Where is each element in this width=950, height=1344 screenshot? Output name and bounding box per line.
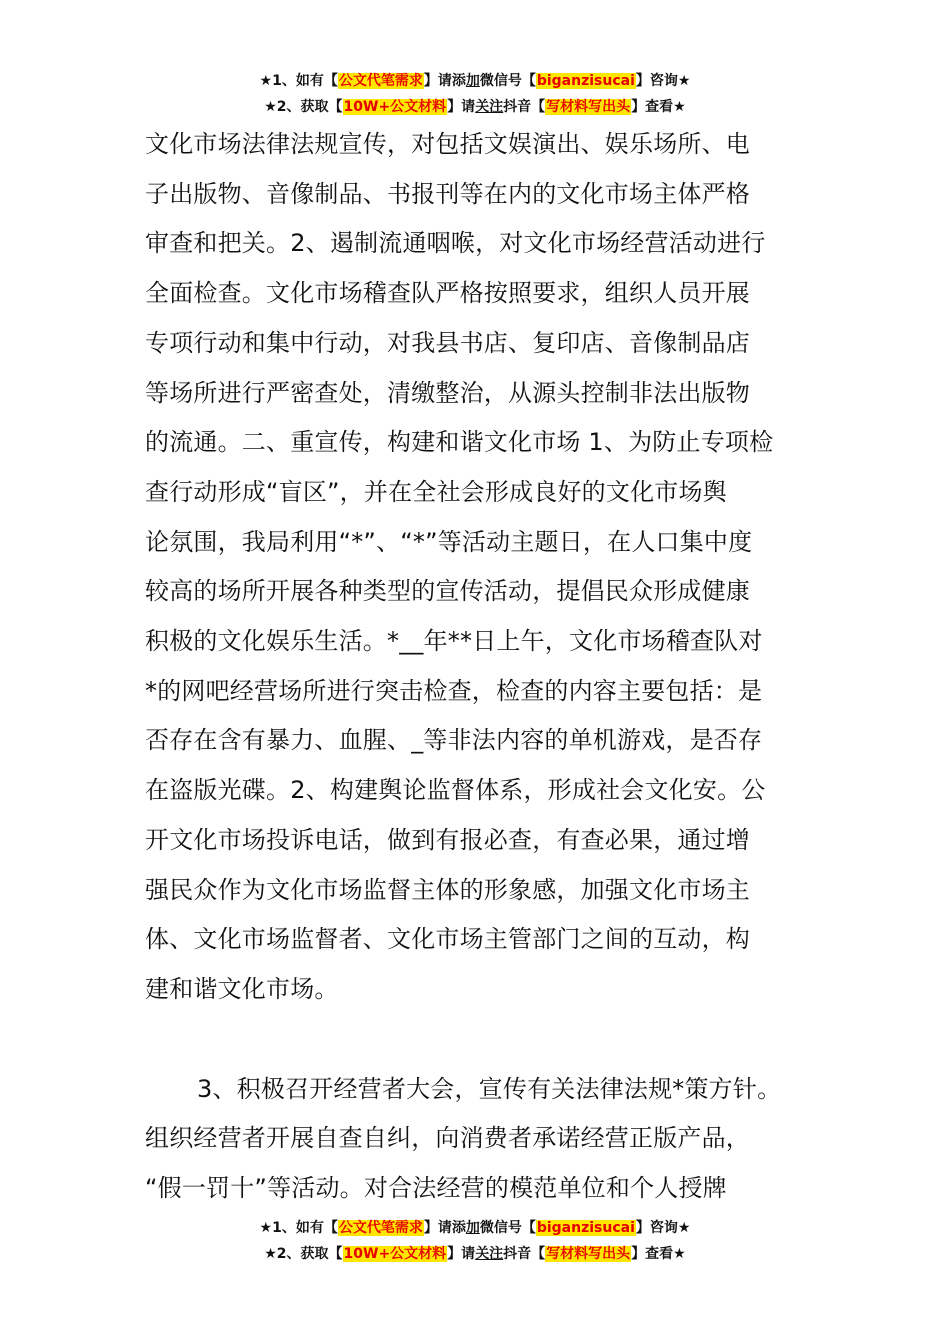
banner-text: 抖音【 <box>503 99 546 115</box>
banner-text: 】咨询★ <box>635 73 691 89</box>
highlight-text: 公文代笔需求 <box>338 1220 423 1236</box>
banner-text: 】咨询★ <box>635 1220 691 1236</box>
highlight-text: 10W+公文材料 <box>343 99 447 115</box>
banner-text: ★2、获取【 <box>264 1246 343 1262</box>
banner-line-1 <box>0 1215 950 1241</box>
banner-text: 微信号【 <box>479 1220 536 1236</box>
highlight-text: biganzisucai <box>536 1220 635 1236</box>
highlight-text: 10W+公文材料 <box>343 1246 447 1262</box>
banner-text: 】请添 <box>423 73 466 89</box>
banner-text: ★1、如有【 <box>259 1220 338 1236</box>
highlight-text: 写材料写出头 <box>546 1246 631 1262</box>
paragraph-1: 文化市场法律法规宣传，对包括文娱演出、娱乐场所、电 子出版物、音像制品、书报刊等在内的文化市场主体严格 审查和把关。2、遏制流通咽喉，对文化市场经营活动进行 全面检查。文化市场稽查队严格按照要求，组织人员开展 专项行动和集中行动，对我县书店、复印店、音像制品店 等场所进行严密查处，清缴整治，从源头控制非法出版物 的流通。二、重宣传，构建和谐文化市场 1、为防止专项检 查行动形成“盲区”，并在全社会形成良好的文化市场舆 论氛围，我局利用“*”、“*”等活动主题日，在人口集中度 较高的场所开展各种类型的宣传活动，提倡民众形成健康 积极的文化娱乐生活。*__年**日上午，文化市场稽查队对 *的网吧经营场所进行突击检查，检查的内容主要包括：是 否存在含有暴力、血腥、_等非法内容的单机游戏，是否存 在盗版光碟。2、构建舆论监督体系，形成社会文化安。公 开文化市场投诉电话，做到有报必查，有查必果，通过增 强民众作为文化市场监督主体的形象感，加强文化市场主 体、文化市场监督者、文化市场主管部门之间的互动，构 建和谐文化市场。 <box>145 130 774 1003</box>
banner-text: 微信号【 <box>479 73 536 89</box>
banner-text: 】查看★ <box>631 99 686 115</box>
banner-text: 】请 <box>447 99 476 115</box>
banner-text: ★2、获取【 <box>264 99 343 115</box>
banner-line-2 <box>0 94 950 120</box>
underlined-text: 关注 <box>475 1246 504 1262</box>
banner-text: 抖音【 <box>503 1246 546 1262</box>
underlined-text: 加 <box>465 73 480 89</box>
banner-text: 】请添 <box>423 1220 466 1236</box>
banner-text: ★1、如有【 <box>259 73 338 89</box>
underlined-text: 关注 <box>475 99 504 115</box>
highlight-text: 公文代笔需求 <box>338 73 423 89</box>
banner-text: 】请 <box>447 1246 476 1262</box>
highlight-text: biganzisucai <box>536 73 635 89</box>
document-body <box>145 120 810 1214</box>
header-banner <box>0 68 950 120</box>
paragraph-2-text: 3、积极召开经营者大会，宣传有关法律法规*策方针。 组织经营者开展自查自纠，向消费者承诺经营正版产品， “假一罚十”等活动。对合法经营的模范单位和个人授牌 <box>145 1074 782 1203</box>
underlined-text: 加 <box>465 1220 480 1236</box>
paragraph-2 <box>145 1065 810 1214</box>
banner-text: 】查看★ <box>631 1246 686 1262</box>
banner-line-1 <box>0 68 950 94</box>
banner-line-2 <box>0 1241 950 1267</box>
footer-banner <box>0 1215 950 1267</box>
highlight-text: 写材料写出头 <box>546 99 631 115</box>
